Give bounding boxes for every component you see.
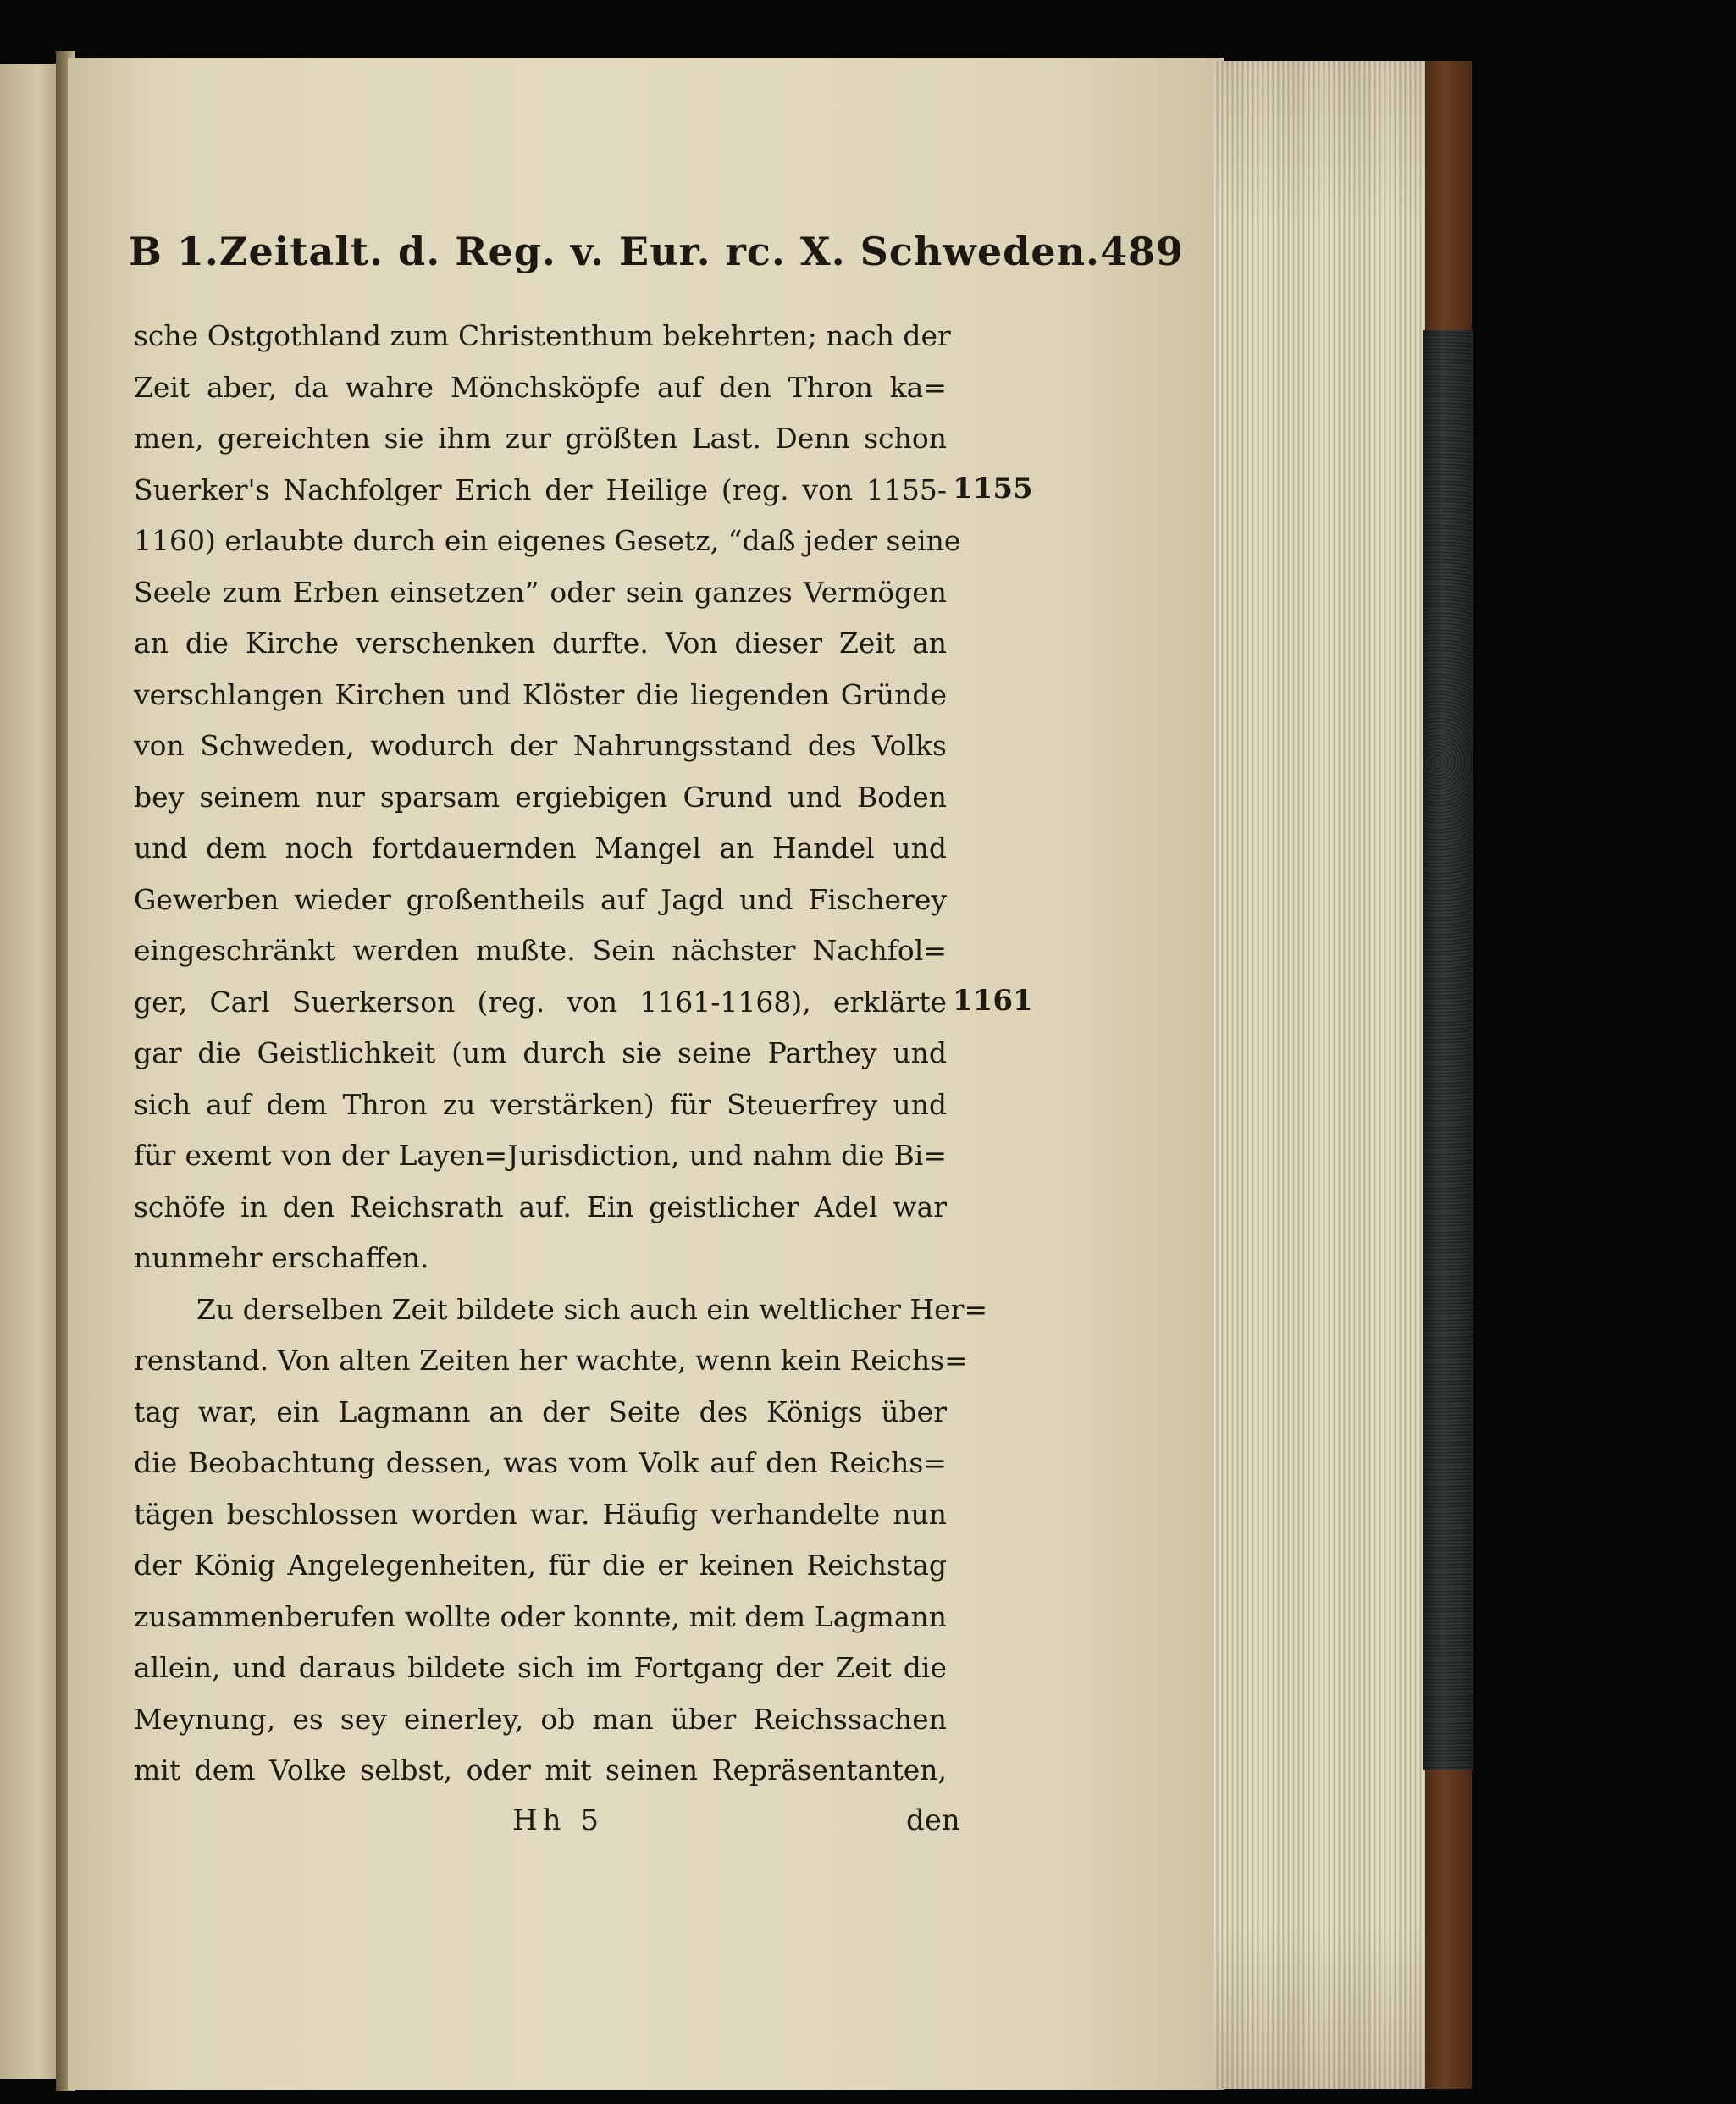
text-line: allein, und daraus bildete sich im Fortgang der Zeit die <box>134 1651 947 1684</box>
text-line: nunmehr erschaffen. <box>134 1241 429 1274</box>
text-line: tägen beschlossen worden war. Häufig verhandelte nun <box>134 1497 947 1531</box>
text-line: zusammenberufen wollte oder konnte, mit dem Lagmann <box>134 1599 947 1633</box>
text-line: die Beobachtung dessen, was vom Volk auf den Reichs= <box>134 1446 947 1479</box>
page-number: 489 <box>1100 229 1185 274</box>
text-line: an die Kirche verschenken durfte. Von dieser Zeit an <box>134 627 947 660</box>
text-line: Gewerben wieder großentheils auf Jagd und Fischerey <box>134 882 947 916</box>
text-line: 1160) erlaubte durch ein eigenes Gesetz, “daß jeder seine <box>134 524 961 557</box>
text-line: schöfe in den Reichsrath auf. Ein geistlicher Adel war <box>134 1190 947 1223</box>
text-line: Meynung, es sey einerley, ob man über Reichssachen <box>134 1702 947 1736</box>
text-line: ger, Carl Suerkerson (reg. von 1161-1168), erklärte <box>134 985 947 1019</box>
text-line: sche Ostgothland zum Christenthum bekehrten; nach der <box>134 319 951 352</box>
margin-year-note: 1161 <box>953 983 1033 1018</box>
text-line: Suerker's Nachfolger Erich der Heilige (reg. von 1155- <box>134 472 947 506</box>
page-block-shading <box>1214 61 1425 2089</box>
text-line: Zeit aber, da wahre Mönchsköpfe auf den Thron ka= <box>134 370 947 404</box>
text-line: für exemt von der Layen=Jurisdiction, und nahm die Bi= <box>134 1139 947 1172</box>
running-head-title: B 1.Zeitalt. d. Reg. v. Eur. rc. X. Schweden. <box>129 229 1101 274</box>
text-line: von Schweden, wodurch der Nahrungsstand des Volks <box>134 729 947 762</box>
margin-year-note: 1155 <box>953 471 1033 505</box>
text-line: eingeschränkt werden mußte. Sein nächster Nachfol= <box>134 934 947 967</box>
running-head <box>129 229 1185 274</box>
text-line: men, gereichten sie ihm zur größten Last. Denn schon <box>134 422 947 455</box>
text-line: Zu derselben Zeit bildete sich auch ein weltlicher Her= <box>196 1292 988 1326</box>
text-line: gar die Geistlichkeit (um durch sie seine Parthey und <box>134 1036 947 1069</box>
text-line: sich auf dem Thron zu verstärken) für Steuerfrey und <box>134 1087 947 1121</box>
text-line: mit dem Volke selbst, oder mit seinen Repräsentanten, <box>134 1753 947 1786</box>
signature-mark: Hh 5 <box>512 1803 604 1837</box>
catchword: den <box>906 1803 960 1837</box>
text-line: renstand. Von alten Zeiten her wachte, wenn kein Reichs= <box>134 1344 968 1377</box>
text-line: tag war, ein Lagmann an der Seite des Königs über <box>134 1394 947 1428</box>
left-page-edge <box>0 64 64 2079</box>
spine-shading <box>1423 330 1473 1770</box>
text-line: Seele zum Erben einsetzen” oder sein ganzes Vermögen <box>134 575 947 609</box>
text-line: und dem noch fortdauernden Mangel an Handel und <box>134 831 947 864</box>
text-line: verschlangen Kirchen und Klöster die liegenden Gründe <box>134 677 947 711</box>
text-line: der König Angelegenheiten, für die er keinen Reichstag <box>134 1549 947 1582</box>
text-line: bey seinem nur sparsam ergiebigen Grund und Boden <box>134 780 947 814</box>
